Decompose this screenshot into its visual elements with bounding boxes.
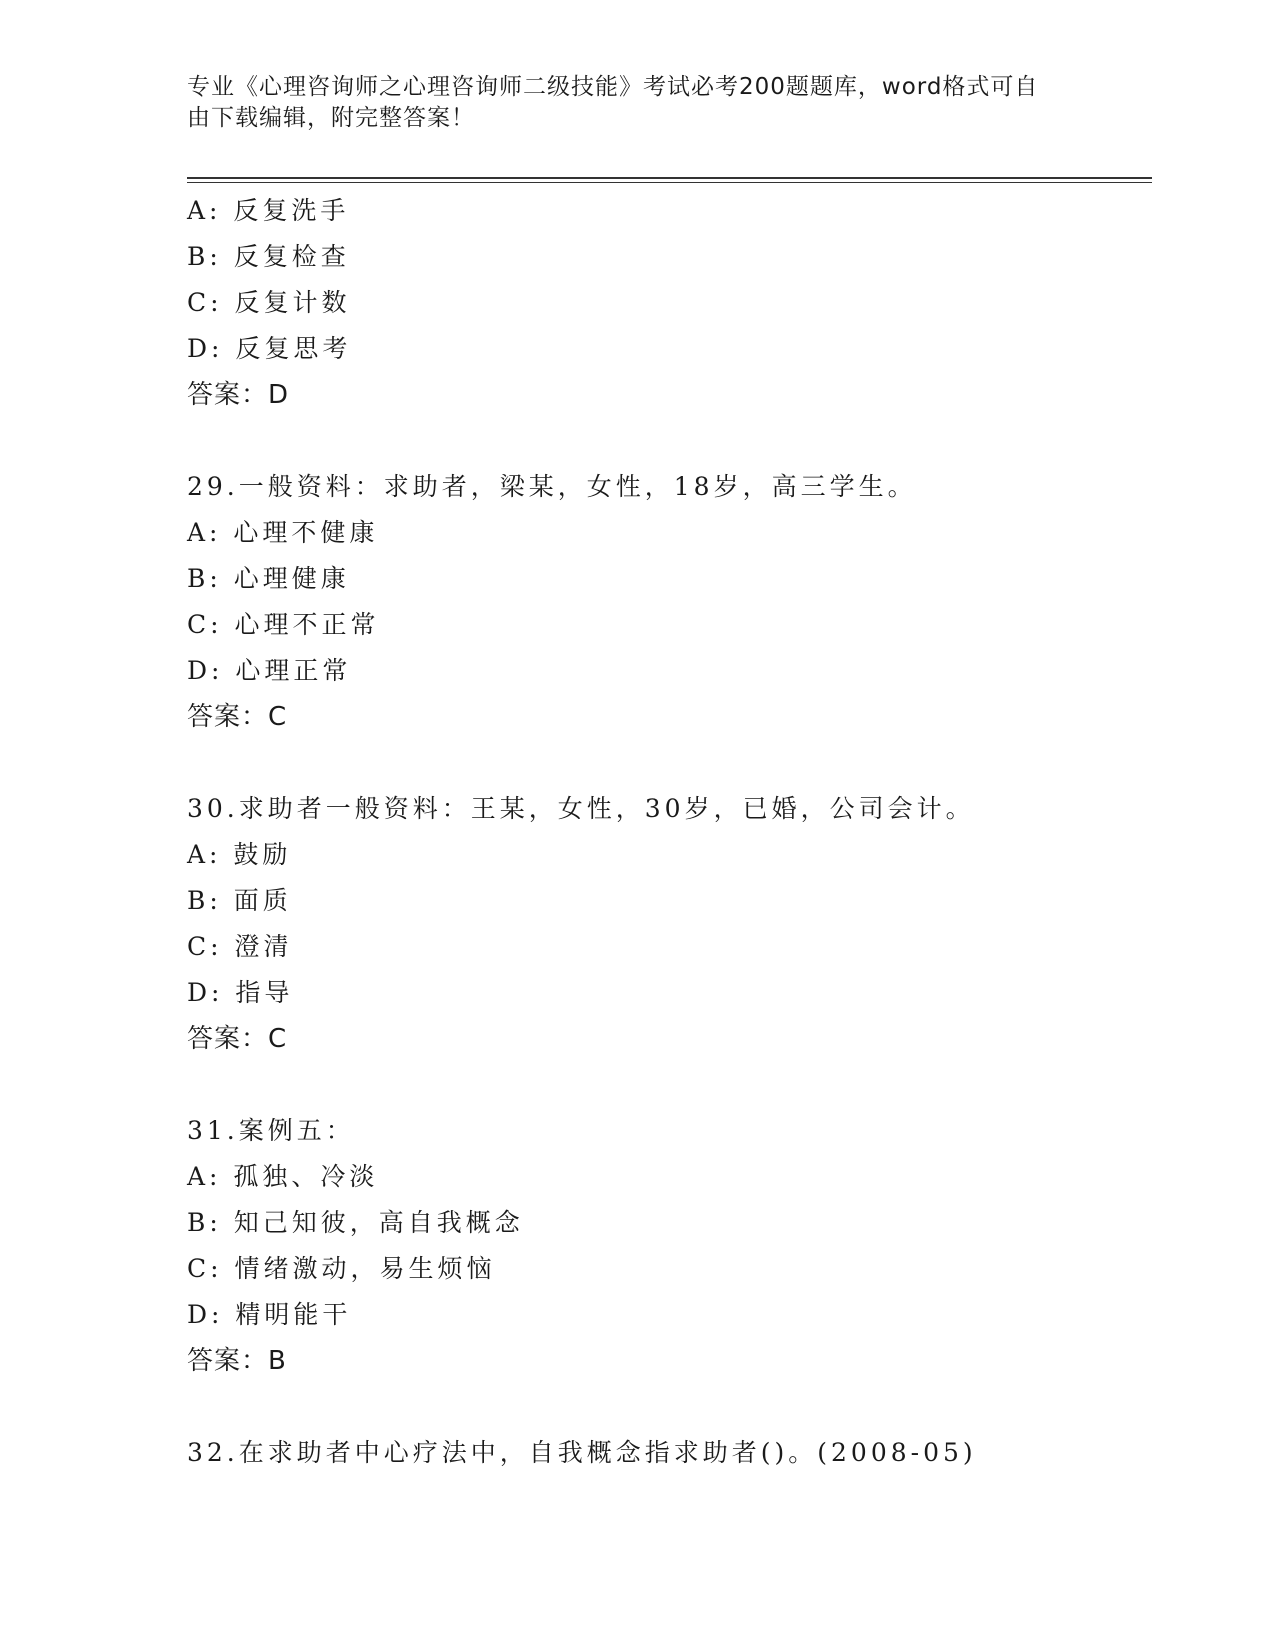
- question-30-option-d: D: 指导: [187, 978, 294, 1007]
- question-32-block: [187, 1430, 1152, 1476]
- question-list: [187, 188, 1152, 1476]
- spacer: [187, 740, 1152, 786]
- question-29-answer: 答案：C: [187, 702, 288, 732]
- question-28-answer: 答案：D: [187, 380, 290, 410]
- question-29-option-a: A: 心理不健康: [187, 518, 379, 547]
- question-28-option-a: A: 反复洗手: [187, 196, 350, 225]
- question-31-answer: 答案：B: [187, 1346, 287, 1376]
- question-28-option-d: D: 反复思考: [187, 334, 352, 363]
- question-30-answer: 答案：C: [187, 1024, 288, 1054]
- document-header: [187, 72, 1067, 134]
- question-30-option-c: C: 澄清: [187, 932, 293, 961]
- question-31-option-b: B: 知己知彼，高自我概念: [187, 1208, 524, 1237]
- header-divider-bottom: [187, 182, 1152, 183]
- question-28-block: [187, 188, 1152, 418]
- question-31-block: [187, 1108, 1152, 1384]
- header-line-1: 专业《心理咨询师之心理咨询师二级技能》考试必考200题题库，word格式可自: [187, 74, 1039, 100]
- question-31-stem: 31.案例五：: [187, 1116, 355, 1145]
- question-30-stem: 30.求助者一般资料：王某，女性，30岁，已婚，公司会计。: [187, 794, 975, 823]
- question-31-option-a: A: 孤独、冷淡: [187, 1162, 379, 1191]
- question-29-stem: 29.一般资料：求助者，梁某，女性，18岁，高三学生。: [187, 472, 917, 501]
- header-line-2: 由下载编辑，附完整答案！: [187, 105, 475, 131]
- question-30-option-a: A: 鼓励: [187, 840, 292, 869]
- question-29-option-c: C: 心理不正常: [187, 610, 380, 639]
- question-29-block: [187, 464, 1152, 740]
- question-30-option-b: B: 面质: [187, 886, 292, 915]
- question-28-option-b: B: 反复检查: [187, 242, 350, 271]
- question-31-option-c: C: 情绪激动，易生烦恼: [187, 1254, 496, 1283]
- question-28-option-c: C: 反复计数: [187, 288, 351, 317]
- header-divider-top: [187, 177, 1152, 179]
- spacer: [187, 418, 1152, 464]
- question-29-option-b: B: 心理健康: [187, 564, 350, 593]
- question-31-option-d: D: 精明能干: [187, 1300, 352, 1329]
- question-32-stem: 32.在求助者中心疗法中，自我概念指求助者()。(2008-05): [187, 1438, 977, 1467]
- question-29-option-d: D: 心理正常: [187, 656, 352, 685]
- spacer: [187, 1062, 1152, 1108]
- question-30-block: [187, 786, 1152, 1062]
- spacer: [187, 1384, 1152, 1430]
